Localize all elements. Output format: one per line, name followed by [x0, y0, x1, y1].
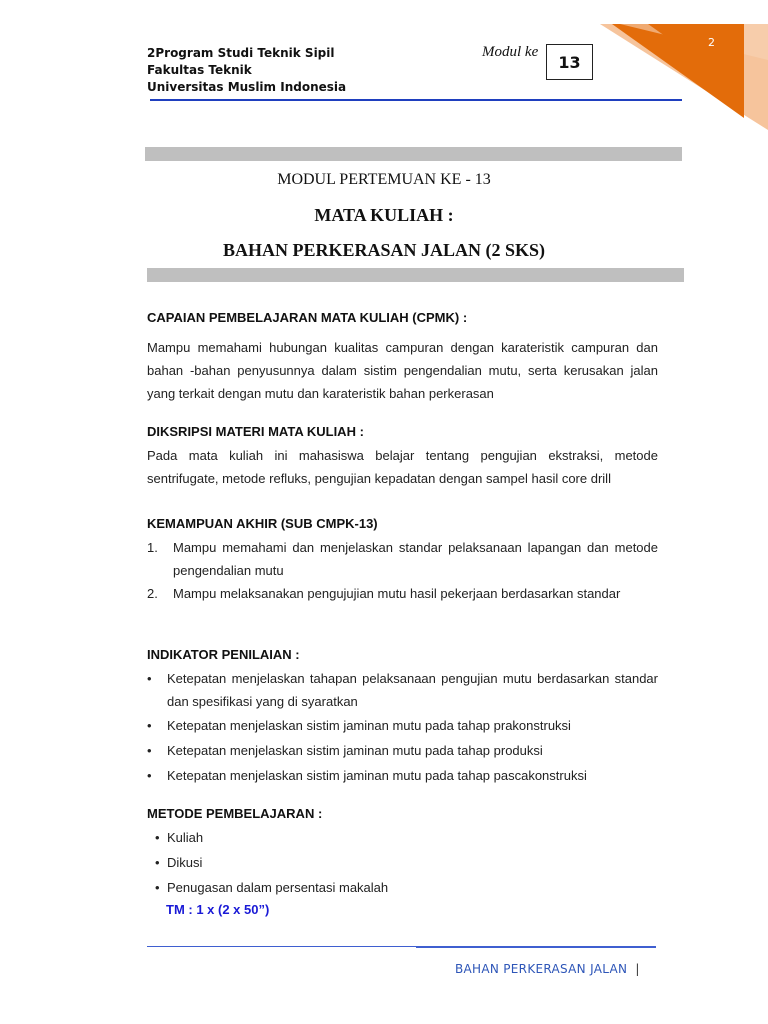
item-text: Ketepatan menjelaskan sistim jaminan mutu pada tahap prakonstruksi	[167, 718, 571, 733]
bullet-icon: •	[147, 718, 152, 733]
modul-label: Modul ke	[482, 44, 539, 60]
indikator-heading: INDIKATOR PENILAIAN :	[147, 647, 300, 662]
tm-info: TM : 1 x (2 x 50”)	[166, 902, 270, 917]
cpmk-heading: CAPAIAN PEMBELAJARAN MATA KULIAH (CPMK) :	[147, 310, 468, 325]
program-name: 2Program Studi Teknik Sipil	[147, 46, 335, 60]
kemampuan-item	[147, 536, 658, 582]
indikator-item	[147, 714, 658, 737]
course-label: MATA KULIAH :	[314, 205, 454, 225]
university-name: Universitas Muslim Indonesia	[147, 80, 347, 94]
indikator-item	[147, 764, 658, 787]
bullet-icon: •	[147, 743, 152, 758]
item-number: 2.	[147, 586, 158, 601]
kemampuan-heading: KEMAMPUAN AKHIR (SUB CMPK-13)	[147, 516, 378, 531]
institution-header	[147, 45, 346, 96]
metode-item	[155, 876, 388, 899]
cpmk-text: Mampu memahami hubungan kualitas campuran dengan karateristik campuran dan bahan -bahan penyusunnya dalam sistim pengendalian mutu, serta kerusakan jalan yang terkait dengan mutu dan karateristik bahan perkerasan	[147, 340, 658, 401]
item-text: Kuliah	[167, 830, 204, 845]
item-text: Ketepatan menjelaskan sistim jaminan mutu pada tahap produksi	[167, 743, 543, 758]
item-text: Ketepatan menjelaskan tahapan pelaksanaan pengujian mutu berdasarkan standar dan spesifikasi yang di syaratkan	[167, 671, 658, 709]
metode-item	[155, 826, 203, 849]
indikator-item	[147, 739, 658, 762]
kemampuan-item	[147, 582, 658, 605]
metode-item	[155, 851, 202, 874]
bullet-icon: •	[147, 671, 152, 686]
bullet-icon: •	[155, 855, 160, 870]
metode-heading: METODE PEMBELAJARAN :	[147, 806, 323, 821]
bullet-icon: •	[155, 830, 160, 845]
footer-divider-accent	[416, 946, 656, 948]
deskripsi-heading: DIKSRIPSI MATERI MATA KULIAH :	[147, 424, 364, 439]
item-number: 1.	[147, 540, 158, 555]
corner-decoration	[600, 0, 768, 130]
modul-number-box: 13	[546, 44, 593, 80]
footer	[455, 962, 640, 976]
page-number: 2	[708, 36, 715, 49]
deskripsi-text: Pada mata kuliah ini mahasiswa belajar tentang pengujian ekstraksi, metode sentrifugate, metode refluks, pengujian kepadatan dengan sampel hasil core drill	[147, 448, 658, 486]
item-text: Mampu melaksanakan pengujujian mutu hasil pekerjaan berdasarkan standar	[173, 586, 621, 601]
footer-separator: |	[635, 962, 640, 976]
footer-title: BAHAN PERKERASAN JALAN	[455, 962, 628, 976]
meeting-title: MODUL PERTEMUAN KE - 13	[277, 171, 491, 188]
item-text: Mampu memahami dan menjelaskan standar pelaksanaan lapangan dan metode pengendalian mutu	[173, 540, 658, 578]
bullet-icon: •	[155, 880, 160, 895]
faculty-name: Fakultas Teknik	[147, 63, 252, 77]
title-bottom-bar	[147, 268, 684, 282]
item-text: Ketepatan menjelaskan sistim jaminan mutu pada tahap pascakonstruksi	[167, 768, 587, 783]
item-text: Dikusi	[167, 855, 203, 870]
bullet-icon: •	[147, 768, 152, 783]
title-top-bar	[145, 147, 682, 161]
indikator-item	[147, 667, 658, 713]
course-title: BAHAN PERKERASAN JALAN (2 SKS)	[222, 240, 546, 260]
item-text: Penugasan dalam persentasi makalah	[167, 880, 389, 895]
